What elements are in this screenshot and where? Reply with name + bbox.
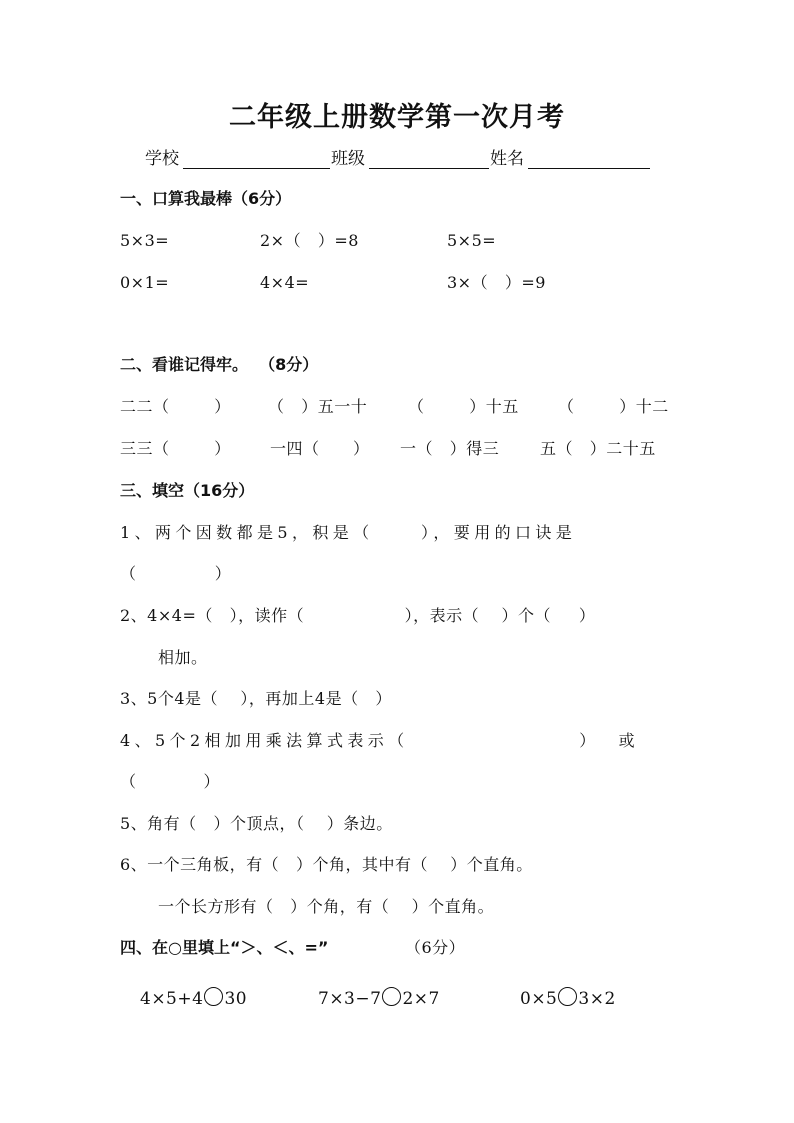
s1-item-6: 3×（ ）=9	[447, 273, 546, 292]
s1-item-5: 4×4=	[260, 273, 310, 292]
compare-3-circle[interactable]	[558, 987, 577, 1006]
s3-q3: 3、5个4是（ ），再加上4是（ ）	[120, 689, 392, 708]
s3-q6-line1: 6、一个三角板，有（ ）个角，其中有（ ）个直角。	[120, 855, 533, 874]
compare-2-circle[interactable]	[382, 987, 401, 1006]
compare-2-right: 2×7	[402, 989, 440, 1009]
s1-item-4: 0×1=	[120, 273, 170, 292]
s3-q6-line2: 一个长方形有（ ）个角，有（ ）个直角。	[158, 897, 495, 916]
school-label: 学校	[145, 149, 179, 169]
section1-heading: 一、口算我最棒（6分）	[120, 189, 292, 208]
compare-1	[140, 987, 247, 1008]
s3-q4-line2: （ ）	[120, 772, 221, 791]
s3-q2-line2: 相加。	[158, 648, 208, 667]
s2-item-3: （ ）十五	[408, 397, 519, 416]
s2-item-4: （ ）十二	[558, 397, 669, 416]
s3-q1-line2: （ ）	[120, 564, 232, 583]
s3-q4-line1: 4、5个2相加用乘法算式表示（ ） 或	[120, 731, 640, 750]
s2-item-2: （ ）五一十	[268, 397, 368, 416]
class-blank[interactable]	[369, 168, 489, 169]
s2-item-7: 一（ ）得三	[400, 439, 500, 458]
compare-1-left: 4×5+4	[140, 989, 204, 1009]
s3-q1-line1: 1、两个因数都是5，积是（ ），要用的口诀是	[120, 523, 577, 542]
compare-2-left: 7×3−7	[318, 989, 382, 1009]
s2-item-8: 五（ ）二十五	[540, 439, 656, 458]
class-label: 班级	[331, 149, 365, 169]
school-blank[interactable]	[183, 168, 330, 169]
compare-3	[520, 987, 616, 1008]
name-blank[interactable]	[528, 168, 650, 169]
s2-item-5: 三三（ ）	[120, 439, 231, 458]
section4-score: （6分）	[405, 938, 466, 957]
compare-1-right: 30	[224, 989, 248, 1009]
section4-heading: 四、在○里填上“＞、＜、=”	[120, 938, 329, 957]
s1-item-1: 5×3=	[120, 231, 170, 250]
compare-3-left: 0×5	[520, 989, 558, 1009]
s1-item-3: 5×5=	[447, 231, 497, 250]
s3-q5: 5、角有（ ）个顶点，（ ）条边。	[120, 814, 393, 833]
section3-heading: 三、填空（16分）	[120, 481, 255, 500]
name-label: 姓名	[490, 149, 524, 169]
s2-item-1: 二二（ ）	[120, 397, 231, 416]
section2-heading: 二、看谁记得牢。 （8分）	[120, 355, 319, 374]
s2-item-6: 一四（ ）	[270, 439, 370, 458]
compare-2	[318, 987, 440, 1008]
page-title: 二年级上册数学第一次月考	[229, 102, 565, 133]
s3-q2-line1: 2、4×4=（ ），读作（ ），表示（ ）个（ ）	[120, 606, 596, 625]
s1-item-2: 2×（ ）=8	[260, 231, 359, 250]
compare-1-circle[interactable]	[204, 987, 223, 1006]
compare-3-right: 3×2	[578, 989, 616, 1009]
